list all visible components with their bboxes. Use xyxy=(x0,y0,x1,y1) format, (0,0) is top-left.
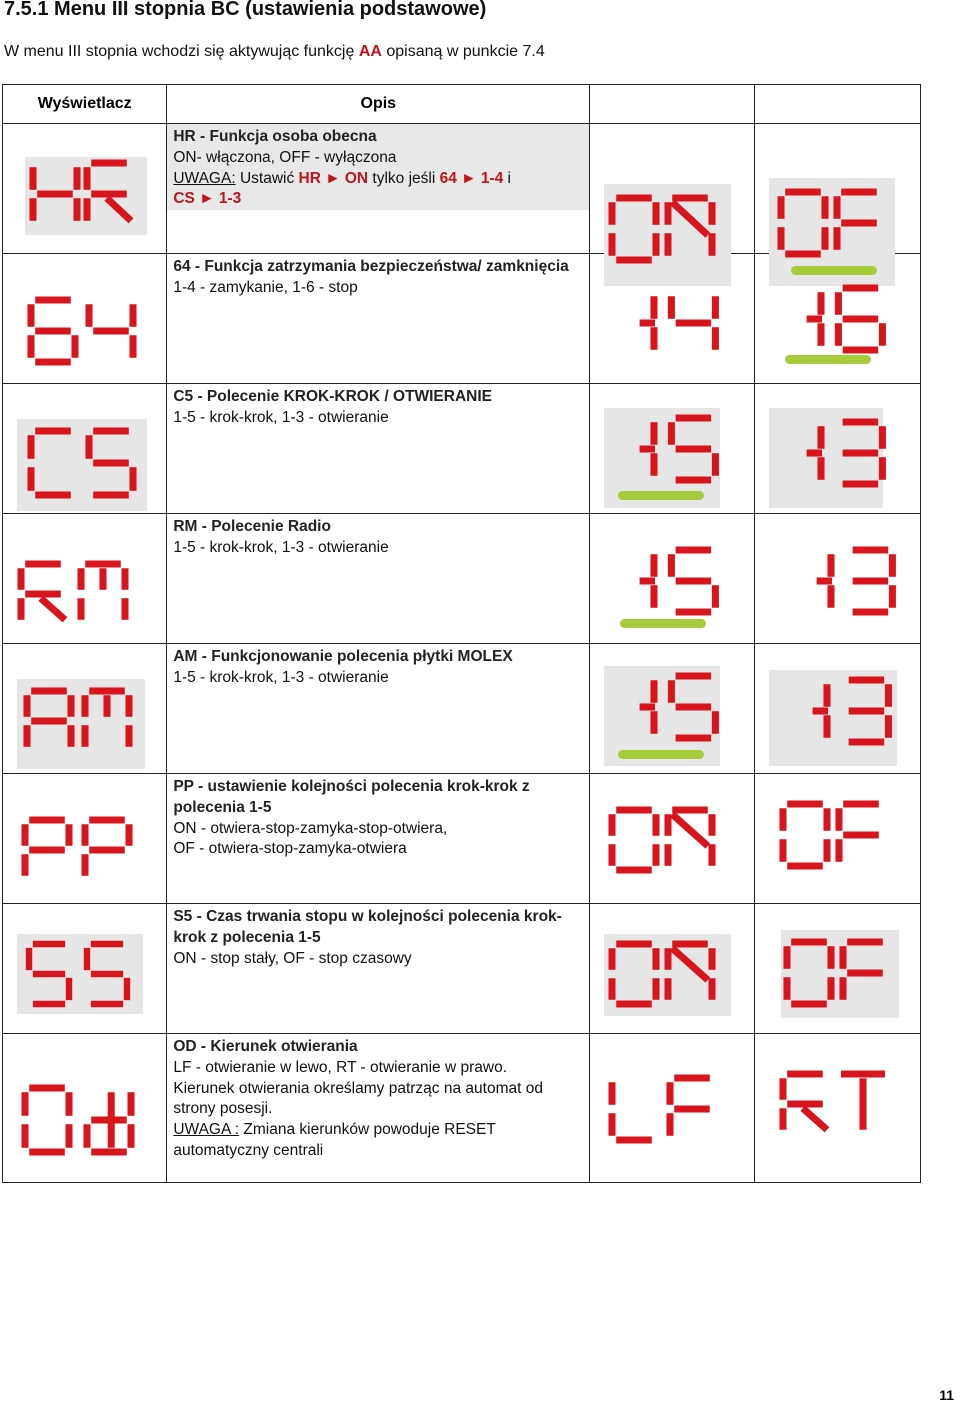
seven-segment-display xyxy=(604,542,731,622)
header-description: Opis xyxy=(167,85,590,124)
row-title: HR - Funkcja osoba obecna xyxy=(173,128,377,145)
display-cell xyxy=(3,124,167,254)
warning-text: tylko jeśli xyxy=(368,169,440,187)
warning-text: i xyxy=(503,169,511,187)
display-cell xyxy=(3,514,167,644)
selected-indicator xyxy=(618,491,704,500)
seven-segment-value xyxy=(604,408,727,488)
seven-segment-code xyxy=(17,679,143,759)
warning-label: UWAGA: xyxy=(173,169,236,187)
seven-segment-value xyxy=(604,284,727,362)
arrow-icon: ► xyxy=(194,190,219,208)
value-cell xyxy=(590,1034,754,1183)
code-1-4: 1-4 xyxy=(480,169,504,187)
row-title: AM - Funkcjonowanie polecenia płytki MOLEX xyxy=(173,648,513,665)
description-cell xyxy=(167,1034,590,1183)
seven-segment-value xyxy=(769,796,895,874)
section-title: 7.5.1 Menu III stopnia BC (ustawienia podstawowe) xyxy=(4,0,487,20)
segment-r-leg xyxy=(107,198,131,221)
display-cell xyxy=(3,1034,167,1183)
row-line: 1-4 - zamykanie, 1-6 - stop xyxy=(173,278,358,296)
selected-indicator xyxy=(620,619,706,628)
description-cell xyxy=(167,904,590,1034)
table-row xyxy=(3,644,921,774)
row-line: OF - otwiera-stop-zamyka-otwiera xyxy=(173,840,407,858)
seven-segment-code xyxy=(17,558,141,632)
value-cell xyxy=(590,384,754,514)
seven-segment-code xyxy=(25,294,147,370)
description xyxy=(167,514,589,559)
seven-segment-display xyxy=(769,542,895,622)
arrow-icon: ► xyxy=(456,169,481,187)
seven-segment-value xyxy=(604,1070,728,1148)
display-cell xyxy=(3,774,167,904)
segment-r-leg xyxy=(41,598,65,620)
arrow-icon: ► xyxy=(320,169,345,187)
seven-segment-value xyxy=(769,670,900,750)
seven-segment-display xyxy=(769,1066,895,1146)
selected-indicator xyxy=(618,750,704,759)
row-line: 1-5 - krok-krok, 1-3 - otwieranie xyxy=(173,408,389,426)
seven-segment-value xyxy=(769,178,893,262)
code-1-3: 1-3 xyxy=(218,190,242,208)
seven-segment-display xyxy=(781,930,899,1018)
table-row xyxy=(3,514,921,644)
table-row xyxy=(3,1034,921,1183)
display-cell xyxy=(3,384,167,514)
value-cell xyxy=(754,514,920,644)
description-cell xyxy=(167,514,590,644)
seven-segment-display xyxy=(25,157,147,235)
segment-r-leg xyxy=(802,1108,826,1130)
description xyxy=(167,904,589,969)
selected-indicator xyxy=(785,355,871,364)
page-number: 11 xyxy=(939,1387,954,1403)
value-cell xyxy=(754,1034,920,1183)
code-64: 64 xyxy=(439,169,457,187)
intro-text xyxy=(4,43,545,61)
row-title: C5 - Polecenie KROK-KROK / OTWIERANIE xyxy=(173,388,492,405)
description xyxy=(167,774,589,860)
seven-segment-display xyxy=(604,1070,731,1150)
seven-segment-display xyxy=(17,814,147,892)
row-title: S5 - Czas trwania stopu w kolejności polecenia krok-krok z polecenia 1-5 xyxy=(173,908,562,946)
row-line: 1-5 - krok-krok, 1-3 - otwieranie xyxy=(173,538,389,556)
table-row xyxy=(3,774,921,904)
table-row xyxy=(3,384,921,514)
seven-segment-value xyxy=(769,542,904,620)
warning-label: UWAGA : xyxy=(173,1121,240,1139)
description-cell xyxy=(167,124,590,254)
seven-segment-display xyxy=(17,679,145,769)
display-cell xyxy=(3,254,167,384)
row-line: ON- włączona, OFF - wyłączona xyxy=(173,148,397,166)
code-cs: CS xyxy=(173,190,195,208)
intro-suffix: opisaną w punkcie 7.4 xyxy=(381,43,545,60)
intro-code: AA xyxy=(358,43,382,60)
row-line: Kierunek otwierania określamy patrząc na automat od strony posesji. xyxy=(173,1079,543,1118)
row-title: PP - ustawienie kolejności polecenia krok-krok z polecenia 1-5 xyxy=(173,778,530,816)
header-display: Wyświetlacz xyxy=(3,85,167,124)
row-line: 1-5 - krok-krok, 1-3 - otwieranie xyxy=(173,668,389,686)
settings-table xyxy=(2,84,921,1183)
description xyxy=(167,1034,589,1162)
row-title: 64 - Funkcja zatrzymania bezpieczeństwa/ zamknięcia xyxy=(173,258,569,275)
seven-segment-code xyxy=(17,934,145,1012)
seven-segment-display xyxy=(17,1082,147,1160)
seven-segment-display xyxy=(17,934,143,1014)
seven-segment-display xyxy=(604,934,731,1016)
table-header-row xyxy=(3,85,921,124)
header-value-1 xyxy=(590,85,754,124)
seven-segment-value xyxy=(604,802,724,878)
row-title: OD - Kierunek otwierania xyxy=(173,1038,358,1055)
value-cell xyxy=(754,774,920,904)
value-cell xyxy=(590,644,754,774)
description xyxy=(167,254,589,299)
table-row xyxy=(3,124,921,254)
segment-n-diag xyxy=(672,948,708,980)
description-cell xyxy=(167,384,590,514)
seven-segment-display xyxy=(769,670,897,766)
row-title: RM - Polecenie Radio xyxy=(173,518,331,535)
seven-segment-display xyxy=(17,419,147,511)
seven-segment-display xyxy=(769,280,895,360)
seven-segment-display xyxy=(25,294,147,372)
table-row xyxy=(3,254,921,384)
description-cell xyxy=(167,774,590,904)
description-cell xyxy=(167,254,590,384)
code-hr: HR xyxy=(298,169,321,187)
seven-segment-display xyxy=(604,284,731,364)
seven-segment-display xyxy=(769,408,883,508)
row-line: LF - otwieranie w lewo, RT - otwieranie w prawo. xyxy=(173,1058,508,1076)
warning-text: Zmiana kierunków powoduje RESET automatyczny centrali xyxy=(173,1121,496,1159)
display-cell xyxy=(3,644,167,774)
warning-line xyxy=(173,169,583,190)
warning-line xyxy=(173,1120,583,1162)
value-cell xyxy=(590,774,754,904)
value-cell xyxy=(590,514,754,644)
segment-n-diag xyxy=(672,202,708,235)
segment-n-diag xyxy=(672,814,708,846)
description xyxy=(167,644,589,689)
seven-segment-display xyxy=(769,796,895,876)
seven-segment-code xyxy=(17,419,147,503)
seven-segment-display xyxy=(604,802,731,882)
table-row xyxy=(3,904,921,1034)
row-line: ON - otwiera-stop-zamyka-stop-otwiera, xyxy=(173,819,448,837)
header-value-2 xyxy=(754,85,920,124)
display-cell xyxy=(3,904,167,1034)
value-cell xyxy=(754,384,920,514)
warning-line-2 xyxy=(173,189,583,210)
code-on: ON xyxy=(344,169,369,187)
seven-segment-value xyxy=(781,930,899,1012)
seven-segment-code xyxy=(17,814,145,888)
seven-segment-value xyxy=(604,934,724,1012)
row-line: ON - stop stały, OF - stop czasowy xyxy=(173,949,412,967)
description-cell xyxy=(167,644,590,774)
value-cell xyxy=(590,904,754,1034)
seven-segment-value xyxy=(604,666,727,746)
seven-segment-display xyxy=(17,558,147,636)
seven-segment-code xyxy=(25,157,141,233)
value-cell xyxy=(754,254,920,384)
warning-text: Ustawić xyxy=(235,169,299,187)
seven-segment-value xyxy=(604,542,727,620)
seven-segment-value xyxy=(769,408,894,492)
value-cell xyxy=(590,254,754,384)
seven-segment-value xyxy=(769,1066,899,1142)
seven-segment-value xyxy=(769,280,894,358)
seven-segment-code xyxy=(17,1082,149,1160)
value-cell xyxy=(754,124,920,254)
value-cell xyxy=(754,644,920,774)
description xyxy=(167,124,589,210)
description xyxy=(167,384,589,429)
intro-prefix: W menu III stopnia wchodzi się aktywując funkcję xyxy=(4,43,359,60)
value-cell xyxy=(590,124,754,254)
value-cell xyxy=(754,904,920,1034)
